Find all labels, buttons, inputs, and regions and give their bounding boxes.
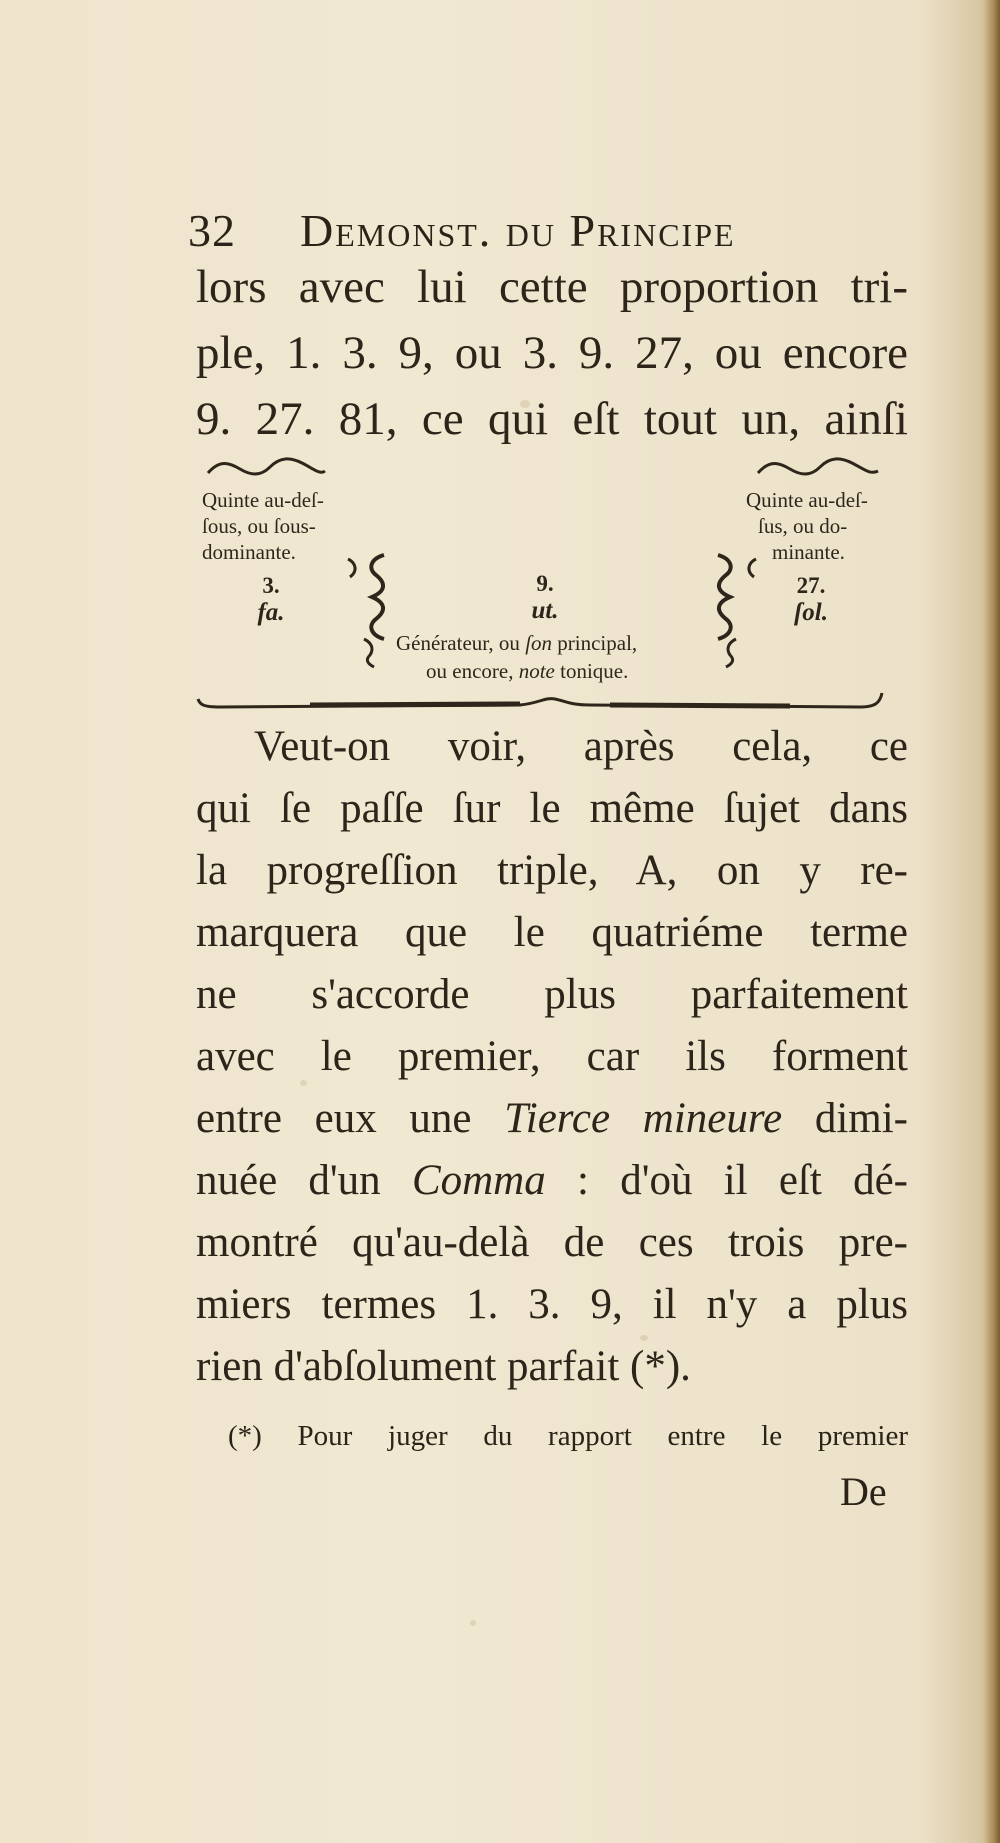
left-caption-line: Quinte au-deſ- <box>202 488 324 512</box>
left-caption-line: ſous, ou ſous- <box>202 514 316 538</box>
left-syllable: fa. <box>257 599 285 626</box>
text-line: nuée d'un Comma : d'où il eſt dé- <box>196 1157 908 1204</box>
running-title: Demonst. du Principe <box>300 205 736 256</box>
text-line: avec le premier, car ils forment <box>196 1033 908 1080</box>
foxing-spot <box>470 1620 476 1626</box>
text-line: ple, 1. 3. 9, ou 3. 9. 27, ou encore <box>196 327 908 379</box>
center-number: 9. <box>536 571 554 596</box>
brace-ornament <box>371 555 384 639</box>
text-line: ne s'accorde plus parfaitement <box>196 971 908 1018</box>
center-syllable: ut. <box>531 597 559 624</box>
text-line: marquera que le quatriéme terme <box>196 909 908 956</box>
tonic-note: ou encore, note tonique. <box>426 659 629 683</box>
page-edge-shadow <box>984 0 1000 1843</box>
brace-ornament <box>718 555 731 639</box>
left-number: 3. <box>262 573 280 598</box>
text-line: qui ſe paſſe ſur le même ſujet dans <box>196 785 908 832</box>
left-caption-line: dominante. <box>202 540 296 564</box>
text-line: Veut-on voir, après cela, ce <box>254 723 908 770</box>
footnote: (*) Pour juger du rapport entre le premier <box>228 1420 908 1452</box>
catchword: De <box>840 1469 887 1514</box>
bottom-rule <box>610 705 790 706</box>
brace-ornament <box>726 639 736 667</box>
bottom-rule <box>310 704 520 705</box>
text-line: 9. 27. 81, ce qui eſt tout un, ainſi <box>196 393 908 445</box>
right-number: 27. <box>796 573 826 598</box>
text-line: miers termes 1. 3. 9, il n'y a plus <box>196 1281 908 1328</box>
paragraph-2 <box>196 716 908 1416</box>
text-line: lors avec lui cette proportion tri- <box>196 261 908 313</box>
swash-ornament <box>208 459 325 474</box>
right-caption-line: ſus, ou do- <box>758 514 848 538</box>
text-line: la progreſſion triple, A, on y re- <box>196 847 908 894</box>
page-number: 32 <box>188 205 236 256</box>
fifths-diagram <box>190 455 920 717</box>
generator-note: Générateur, ou ſon principal, <box>396 631 638 655</box>
paragraph-1 <box>196 254 908 454</box>
right-syllable: ſol. <box>793 599 829 626</box>
text-line: entre eux une Tierce mineure dimi- <box>196 1095 908 1142</box>
swash-ornament <box>758 459 878 474</box>
text-line: montré qu'au-delà de ces trois pre- <box>196 1219 908 1266</box>
right-caption-line: Quinte au-deſ- <box>746 488 868 512</box>
brace-ornament <box>749 559 756 577</box>
brace-ornament <box>364 639 374 667</box>
right-caption-line: minante. <box>772 540 845 564</box>
text-line: rien d'abſolument parfait (*). <box>196 1343 691 1390</box>
brace-ornament <box>348 559 355 577</box>
